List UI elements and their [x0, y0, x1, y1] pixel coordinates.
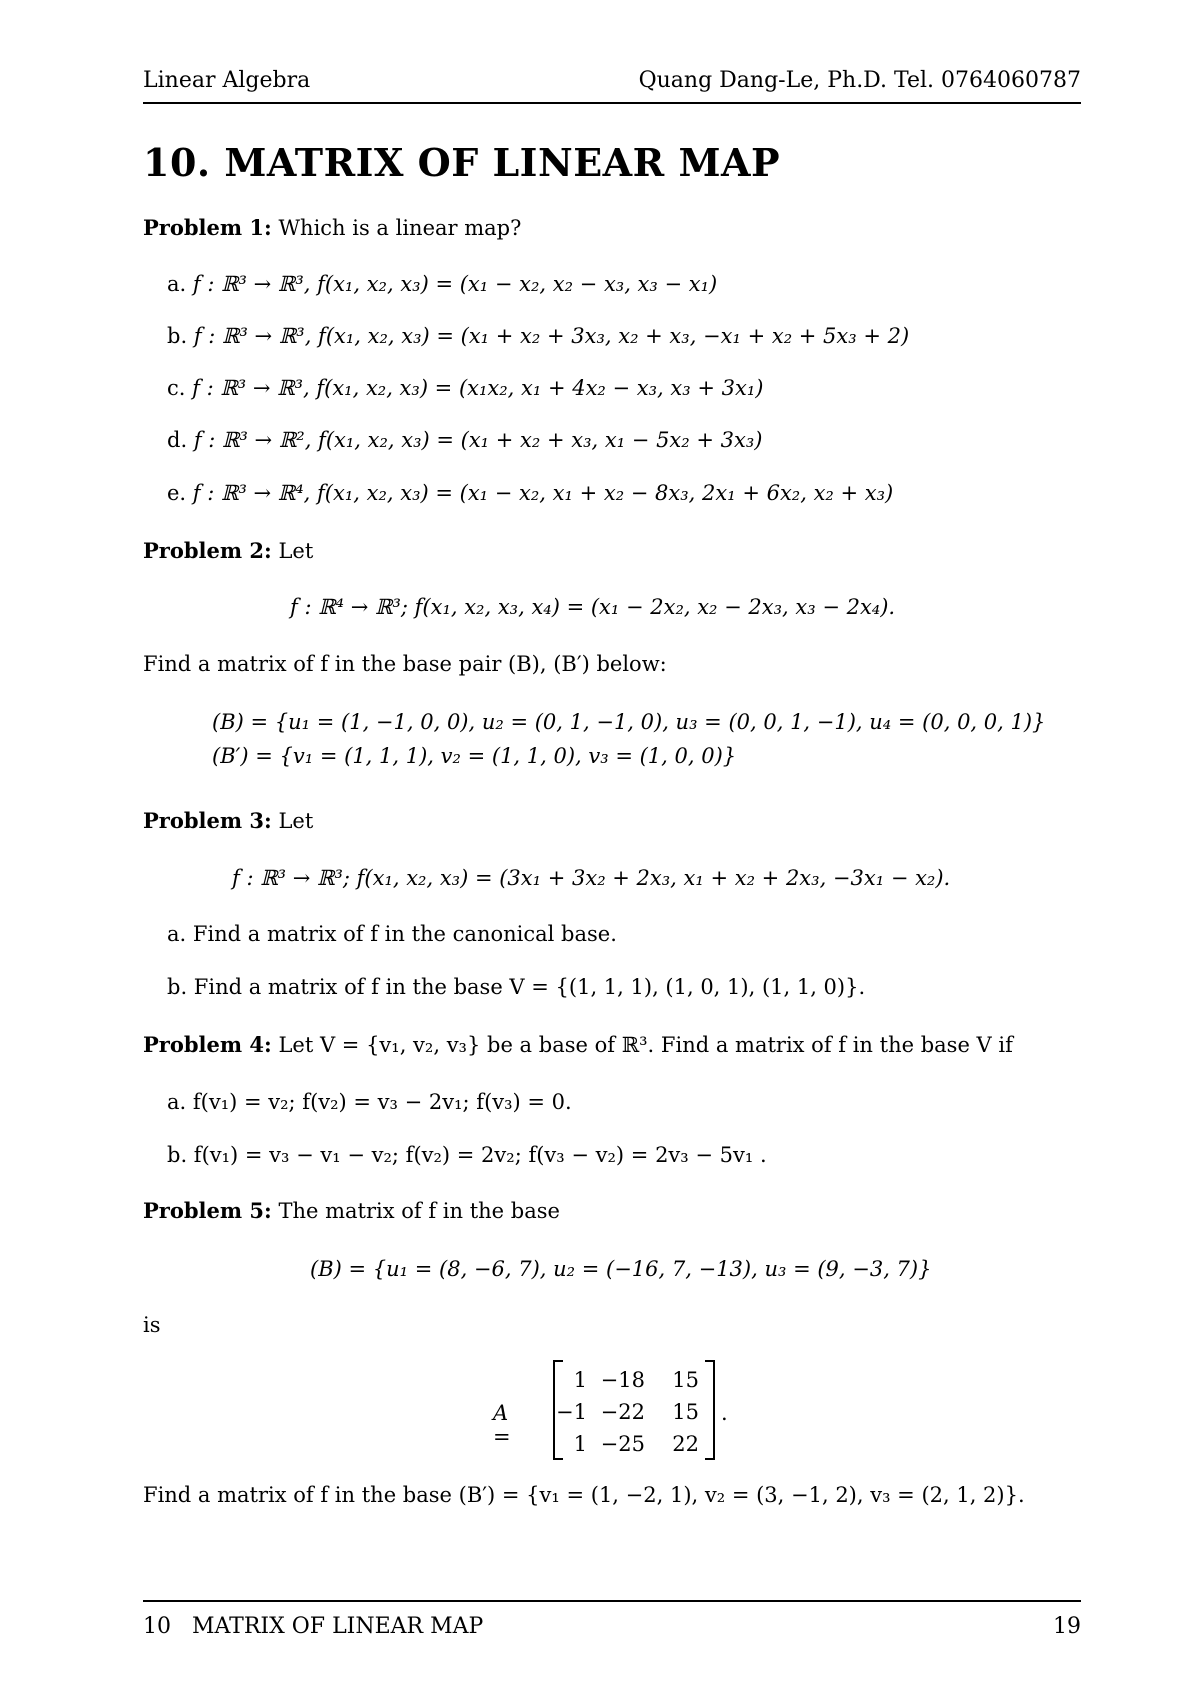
matrix-cell: −18	[600, 1368, 645, 1392]
problem-2-formula: f : ℝ⁴ → ℝ³; f(x₁, x₂, x₃, x₄) = (x₁ − 2x₂, x₂ − 2x₃, x₃ − 2x₄).	[290, 595, 896, 619]
problem-5-label: Problem 5:	[143, 1198, 272, 1223]
section-title: 10. MATRIX OF LINEAR MAP	[143, 140, 781, 185]
matrix-cell: −25	[600, 1432, 645, 1456]
footer-section: 10 MATRIX OF LINEAR MAP	[143, 1614, 484, 1639]
matrix-a	[553, 1360, 715, 1460]
problem-1-item-a	[167, 272, 717, 296]
problem-3-formula: f : ℝ³ → ℝ³; f(x₁, x₂, x₃) = (3x₁ + 3x₂ + 2x₃, x₁ + x₂ + 2x₃, −3x₁ − x₂).	[232, 866, 951, 890]
problem-1-text: Which is a linear map?	[278, 216, 522, 240]
page-header	[143, 68, 1081, 104]
matrix-cell: 1	[573, 1432, 587, 1456]
matrix-cell: 22	[672, 1432, 699, 1456]
item-math: f : ℝ³ → ℝ³, f(x₁, x₂, x₃) = (x₁ − x₂, x₂ − x₃, x₃ − x₁)	[192, 272, 718, 296]
item-math: f : ℝ³ → ℝ², f(x₁, x₂, x₃) = (x₁ + x₂ + x₃, x₁ − 5x₂ + 3x₃)	[193, 428, 763, 452]
matrix-cell: −22	[600, 1400, 645, 1424]
problem-4-heading	[143, 1032, 1013, 1057]
item-math: f : ℝ³ → ℝ³, f(x₁, x₂, x₃) = (x₁x₂, x₁ + 4x₂ − x₃, x₃ + 3x₁)	[192, 376, 764, 400]
item-math: f : ℝ³ → ℝ³, f(x₁, x₂, x₃) = (x₁ + x₂ + 3x₃, x₂ + x₃, −x₁ + x₂ + 5x₃ + 2)	[193, 324, 910, 348]
problem-2-base-b: (B) = {u₁ = (1, −1, 0, 0), u₂ = (0, 1, −1, 0), u₃ = (0, 0, 1, −1), u₄ = (0, 0, 0, 1)}	[212, 710, 1046, 734]
problem-1-label: Problem 1:	[143, 215, 272, 240]
item-letter: a.	[167, 272, 187, 296]
problem-3-item-a: a. Find a matrix of f in the canonical base.	[167, 922, 617, 946]
item-letter: e.	[167, 481, 187, 505]
problem-4-item-b: b. f(v₁) = v₃ − v₁ − v₂; f(v₂) = 2v₂; f(v₃ − v₂) = 2v₃ − 5v₁ .	[167, 1143, 767, 1167]
header-author: Quang Dang-Le, Ph.D. Tel. 0764060787	[638, 68, 1081, 93]
item-letter: c.	[167, 376, 186, 400]
problem-2-heading	[143, 538, 313, 563]
problem-1-item-e	[167, 481, 893, 505]
matrix-label: A =	[493, 1401, 511, 1449]
matrix-cell: −1	[556, 1400, 587, 1424]
problem-3-heading	[143, 808, 313, 833]
matrix-cell: 1	[573, 1368, 587, 1392]
page-footer	[143, 1600, 1081, 1639]
problem-2-label: Problem 2:	[143, 538, 272, 563]
item-letter: d.	[167, 428, 188, 452]
problem-2-base-b-prime: (B′) = {v₁ = (1, 1, 1), v₂ = (1, 1, 0), v₃ = (1, 0, 0)}	[212, 744, 737, 768]
problem-4-label: Problem 4:	[143, 1032, 272, 1057]
problem-1-item-b	[167, 324, 909, 348]
problem-2-find: Find a matrix of f in the base pair (B), (B′) below:	[143, 652, 667, 676]
problem-5-heading	[143, 1198, 560, 1223]
problem-5-is: is	[143, 1313, 161, 1337]
problem-3-item-b: b. Find a matrix of f in the base V = {(1, 1, 1), (1, 0, 1), (1, 1, 0)}.	[167, 975, 866, 999]
problem-1-heading	[143, 215, 521, 240]
problem-1-item-d	[167, 428, 762, 452]
problem-3-text: Let	[278, 809, 314, 833]
problem-2-text: Let	[278, 539, 314, 563]
problem-4-text: Let V = {v₁, v₂, v₃} be a base of ℝ³. Find a matrix of f in the base V if	[278, 1033, 1013, 1057]
item-letter: b.	[167, 324, 188, 348]
footer-page-number: 19	[1053, 1614, 1081, 1639]
matrix-cell: 15	[672, 1368, 699, 1392]
header-course: Linear Algebra	[143, 68, 311, 93]
problem-5-base: (B) = {u₁ = (8, −6, 7), u₂ = (−16, 7, −13), u₃ = (9, −3, 7)}	[310, 1257, 932, 1281]
matrix-cell: 15	[672, 1400, 699, 1424]
item-math: f : ℝ³ → ℝ⁴, f(x₁, x₂, x₃) = (x₁ − x₂, x₁ + x₂ − 8x₃, 2x₁ + 6x₂, x₂ + x₃)	[192, 481, 894, 505]
problem-3-label: Problem 3:	[143, 808, 272, 833]
problem-5-text: The matrix of f in the base	[278, 1199, 560, 1223]
problem-1-item-c	[167, 376, 763, 400]
matrix-end: .	[721, 1401, 728, 1425]
problem-5-find: Find a matrix of f in the base (B′) = {v₁ = (1, −2, 1), v₂ = (3, −1, 2), v₃ = (2, 1, 2)}.	[143, 1483, 1025, 1507]
problem-4-item-a: a. f(v₁) = v₂; f(v₂) = v₃ − 2v₁; f(v₃) = 0.	[167, 1090, 572, 1114]
